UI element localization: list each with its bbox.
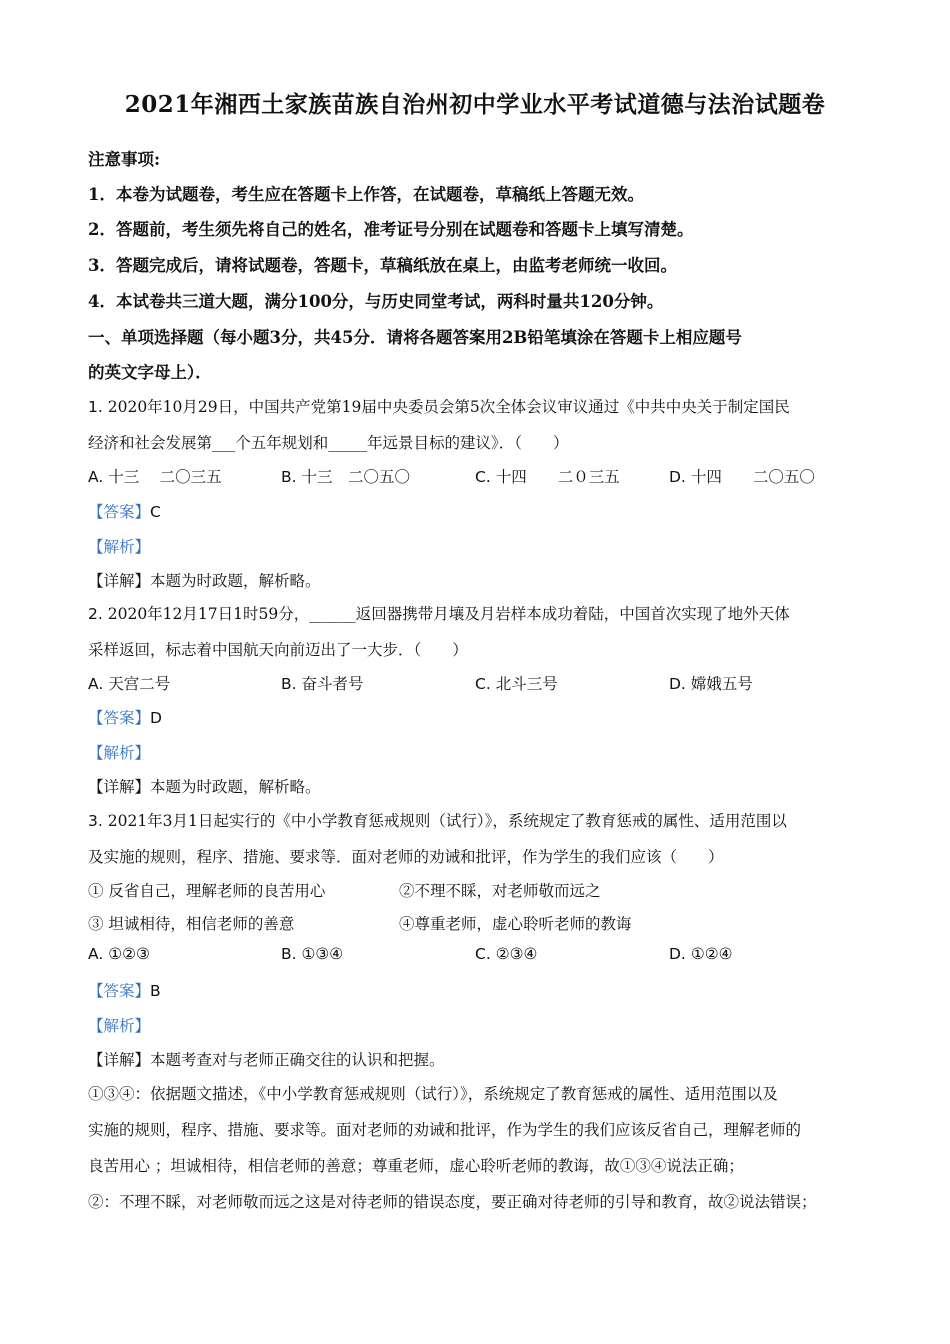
- question-2-line-2: 采样返回，标志着中国航天向前迈出了一大步．（ ）: [88, 641, 468, 659]
- question-2-line-1: [88, 602, 790, 624]
- question-3-option-d: D. ①②④: [669, 945, 733, 963]
- question-2-option-c: C. 北斗三号: [475, 675, 558, 693]
- question-1-text-1: 2020年10月29日，中国共产党第19届中央委员会第5次全体会议审议通过《中共中央关于制定国民: [107, 398, 790, 416]
- question-2-option-b: B. 奋斗者号: [281, 675, 364, 693]
- question-1-option-d: D. 十四 二〇五〇: [669, 468, 815, 486]
- notice-item-4: 4．本试卷共三道大题，满分100分，与历史同堂考试，两科时量共120分钟。: [88, 292, 664, 311]
- question-1-line-1: [88, 395, 790, 417]
- question-1-answer: 【答案】C: [88, 503, 161, 521]
- section-heading-line1: 一、单项选择题（每小题3分，共45分．请将各题答案用2B铅笔填涂在答题卡上相应题号: [88, 328, 742, 347]
- question-1-option-a: A. 十三 二〇三五: [88, 468, 222, 486]
- question-3-explanation-1: ①③④：依据题文描述，《中小学教育惩戒规则（试行）》，系统规定了教育惩戒的属性、适用范围以及: [88, 1085, 778, 1103]
- question-3-statement-1: ① 反省自己，理解老师的良苦用心: [88, 882, 326, 900]
- question-1-analysis-label: 【解析】: [88, 538, 151, 556]
- question-3-analysis-label: 【解析】: [88, 1017, 151, 1035]
- question-2-answer: 【答案】D: [88, 709, 162, 727]
- question-2-option-a: A. 天宫二号: [88, 675, 171, 693]
- question-3-detail: 【详解】本题考查对与老师正确交往的认识和把握。: [88, 1051, 445, 1069]
- question-3-explanation-2: 实施的规则，程序、措施、要求等。面对老师的劝诫和批评，作为学生的我们应该反省自己，理解老师的: [88, 1121, 802, 1139]
- question-3-explanation-3: 良苦用心 ；坦诚相待，相信老师的善意；尊重老师，虚心聆听老师的教诲，故①③④说法正确；: [88, 1157, 744, 1175]
- notice-item-2: 2．答题前，考生须先将自己的姓名，准考证号分别在试题卷和答题卡上填写清楚。: [88, 220, 694, 239]
- question-2-detail: 【详解】本题为时政题，解析略。: [88, 778, 321, 796]
- question-1-option-b: B. 十三 二〇五〇: [281, 468, 411, 486]
- question-3-line-1: [88, 809, 787, 831]
- question-3-number: 3.: [88, 812, 103, 830]
- question-3-text-1: 2021年3月1日起实行的《中小学教育惩戒规则（试行）》，系统规定了教育惩戒的属性、适用范围以: [107, 812, 787, 830]
- question-2-number: 2.: [88, 605, 103, 623]
- section-heading-line2: 的英文字母上）．: [88, 363, 212, 382]
- question-3-statement-3: ③ 坦诚相待，相信老师的善意: [88, 915, 295, 933]
- question-1-option-c: C. 十四 二０三五: [475, 468, 620, 486]
- question-2-text-1: 2020年12月17日1时59分，______返回器携带月壤及月岩样本成功着陆，中国首次实现了地外天体: [107, 605, 790, 623]
- question-3-option-b: B. ①③④: [281, 945, 344, 963]
- notice-item-1: 1．本卷为试题卷，考生应在答题卡上作答，在试题卷，草稿纸上答题无效。: [88, 185, 644, 204]
- question-3-statement-4: ④尊重老师，虚心聆听老师的教诲: [399, 915, 632, 933]
- question-3-line-2: 及实施的规则，程序、措施、要求等．面对老师的劝诫和批评，作为学生的我们应该（ ）: [88, 848, 724, 866]
- question-1-line-2: 经济和社会发展第___个五年规划和_____年远景目标的建议》．（ ）: [88, 434, 569, 452]
- question-2-option-d: D. 嫦娥五号: [669, 675, 753, 693]
- question-3-statement-2: ②不理不睬，对老师敬而远之: [399, 882, 601, 900]
- question-2-analysis-label: 【解析】: [88, 744, 151, 762]
- question-1-number: 1.: [88, 398, 103, 416]
- question-3-option-a: A. ①②③: [88, 945, 150, 963]
- document-title: 2021年湘西土家族苗族自治州初中学业水平考试道德与法治试题卷: [124, 91, 826, 118]
- question-1-detail: 【详解】本题为时政题，解析略。: [88, 572, 321, 590]
- question-3-explanation-4: ②：不理不睬，对老师敬而远之这是对待老师的错误态度，要正确对待老师的引导和教育，故②说法错误；: [88, 1193, 817, 1211]
- notice-heading: 注意事项:: [88, 150, 161, 169]
- question-3-answer: 【答案】B: [88, 982, 161, 1000]
- notice-item-3: 3．答题完成后，请将试题卷，答题卡，草稿纸放在桌上，由监考老师统一收回。: [88, 256, 677, 275]
- question-3-option-c: C. ②③④: [475, 945, 538, 963]
